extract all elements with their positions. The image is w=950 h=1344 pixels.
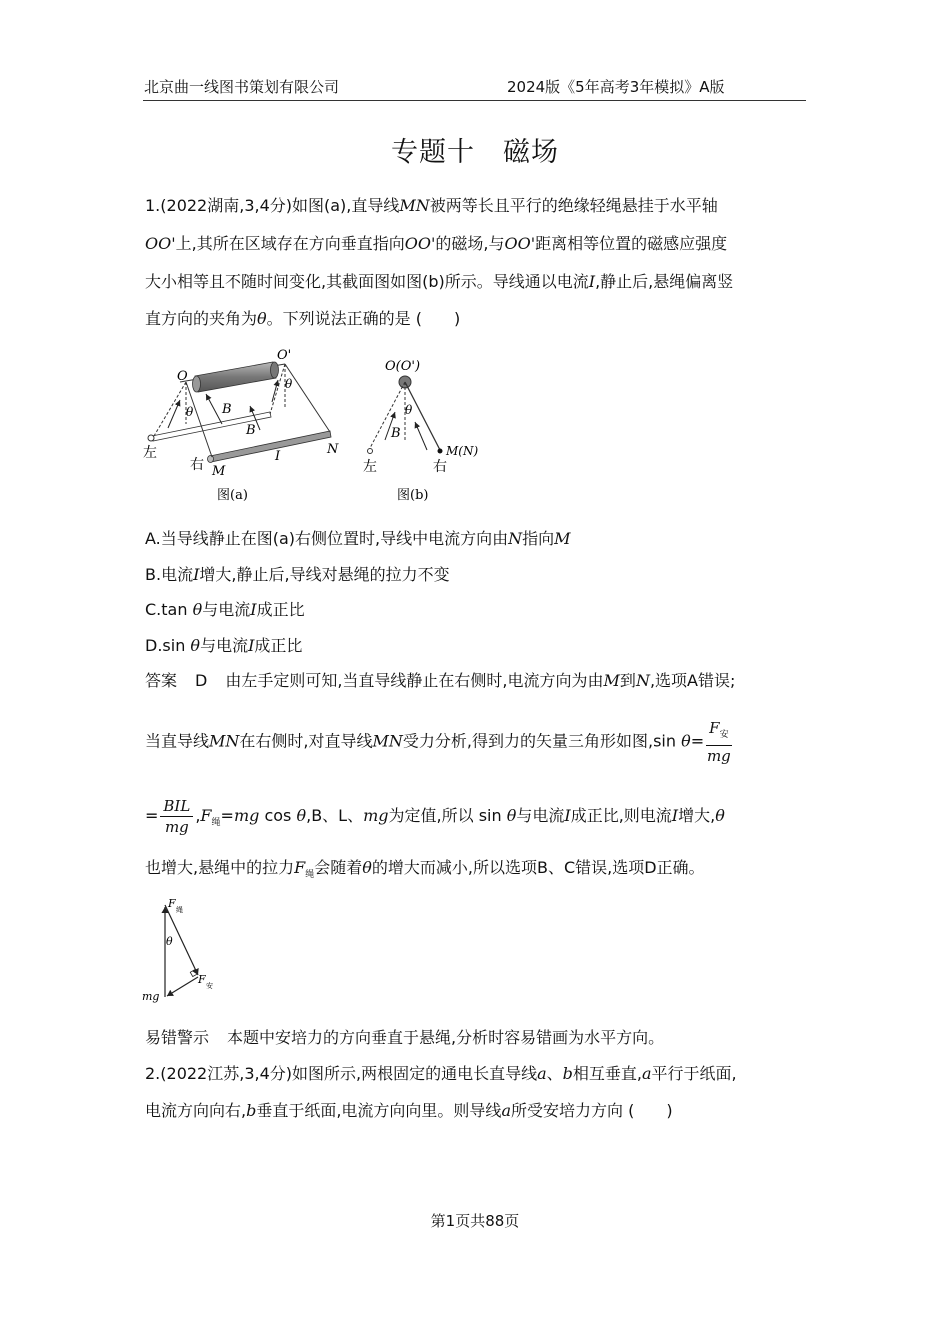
tri-label-f-an: F — [198, 973, 206, 986]
fig-a-label-o: O — [177, 369, 188, 384]
header-left: 北京曲一线图书策划有限公司 — [144, 78, 340, 96]
page-footer: 第1页共88页 — [430, 1212, 520, 1230]
page-title: 专题十 磁场 — [391, 137, 559, 168]
fig-a-label-theta: θ — [186, 405, 194, 419]
header-right: 2024版《5年高考3年模拟》A版 — [507, 78, 725, 96]
answer-line-2: 当直导线MN在右侧时,对直导线MN受力分析,得到力的矢量三角形如图,sin θ= $\frac{F_安}{mg}$ — [145, 719, 731, 765]
q1-line-4: 直方向的夹角为θ。下列说法正确的是 ( ) — [145, 309, 461, 328]
q1-line-1: 1.(2022湖南,3,4分)如图(a),直导线MN被两等长且平行的绝缘轻绳悬挂于水平轴 — [145, 196, 718, 215]
fig-b-label-right: 右 — [433, 459, 447, 475]
fig-a-label-n: N — [327, 442, 339, 457]
q1-option-d: D.sin θ与电流I成正比 — [145, 636, 303, 655]
fig-a-label-i: I — [275, 449, 281, 464]
warning-label: 易错警示 — [145, 1028, 210, 1047]
fig-a-label-b1: B — [222, 402, 232, 417]
svg-text:绳: 绳 — [176, 906, 183, 914]
answer-line-4: 也增大,悬绳中的拉力$F_绳$会随着θ的增大而减小,所以选项B、C错误,选项D正确。 — [145, 858, 705, 881]
fig-b-label-mn: M(N) — [446, 444, 479, 458]
warning: 易错警示 本题中安培力的方向垂直于悬绳,分析时容易错画为水平方向。 — [145, 1028, 665, 1047]
fig-a-caption: 图(a) — [217, 488, 248, 503]
fig-b-label-o: O(O') — [385, 359, 421, 374]
answer-label: 答案 — [145, 671, 178, 690]
tri-label-mg: mg — [142, 990, 160, 1003]
q1-option-b: B.电流I增大,静止后,导线对悬绳的拉力不变 — [145, 565, 450, 584]
fig-a-label-theta-2: θ — [285, 377, 293, 391]
q1-line-2: OO'上,其所在区域存在方向垂直指向OO'的磁场,与OO'距离相等位置的磁感应强度 — [145, 234, 728, 253]
q1-option-c: C.tan θ与电流I成正比 — [145, 600, 305, 619]
answer-line-1: 答案 D 由左手定则可知,当直导线静止在右侧时,电流方向为由M到N,选项A错误; — [145, 671, 736, 690]
fig-a-label-right: 右 — [190, 457, 204, 473]
q2-line-1: 2.(2022江苏,3,4分)如图所示,两根固定的通电长直导线a、b相互垂直,a平行于纸面, — [145, 1064, 737, 1083]
svg-text:安: 安 — [206, 982, 213, 990]
figure-b — [355, 350, 495, 507]
fig-b-label-b: B — [391, 426, 401, 441]
force-triangle — [138, 893, 228, 1008]
fig-a-label-o-prime: O' — [277, 348, 292, 363]
header-divider — [143, 100, 806, 101]
tri-label-theta: θ — [166, 935, 173, 948]
tri-label-f-sheng: F — [168, 897, 176, 910]
q2-line-2: 电流方向向右,b垂直于纸面,电流方向向里。则导线a所受安培力方向 ( ) — [145, 1101, 673, 1120]
fig-b-caption: 图(b) — [397, 488, 429, 503]
fig-b-label-left: 左 — [363, 459, 377, 475]
figure-a — [140, 342, 350, 507]
answer-line-3: = $\frac{\text{BIL}}{mg}$ $,F_绳=mg$ cos θ,B、L、mg为定值,所以 sin θ与电流I成正比,则电流I增大,θ — [145, 797, 725, 836]
fig-b-label-theta: θ — [405, 403, 413, 417]
fig-a-label-m: M — [212, 464, 226, 479]
q1-option-a: A.当导线静止在图(a)右侧位置时,导线中电流方向由N指向M — [145, 529, 571, 548]
fig-a-label-b2: B — [246, 423, 256, 438]
fig-a-label-left: 左 — [143, 445, 157, 461]
q1-line-3: 大小相等且不随时间变化,其截面图如图(b)所示。导线通以电流I,静止后,悬绳偏离竖 — [145, 272, 734, 291]
